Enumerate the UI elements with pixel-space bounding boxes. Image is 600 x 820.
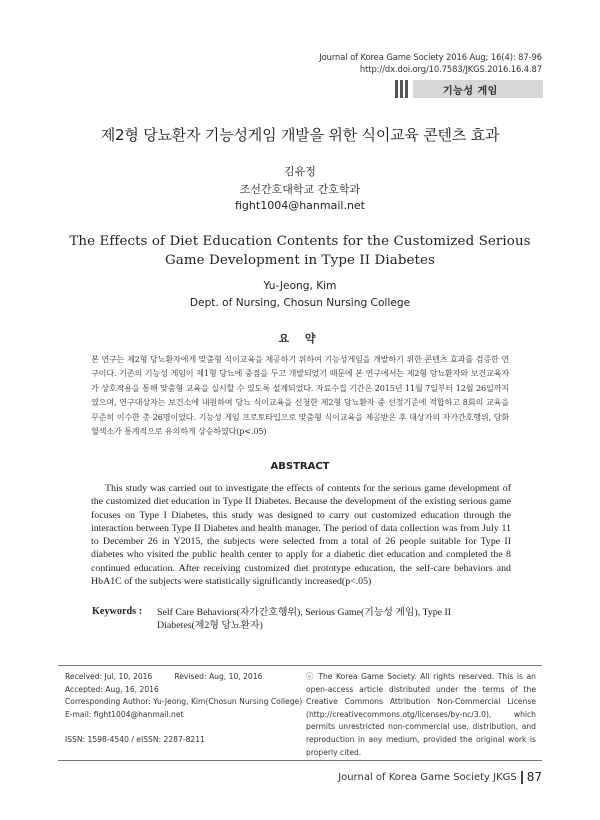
category-bars-decoration bbox=[395, 80, 413, 98]
footer-rule bbox=[58, 760, 542, 761]
accepted-date: Accepted: Aug, 16, 2016 bbox=[65, 684, 159, 694]
author-name-english: Yu-Jeong, Kim bbox=[263, 280, 337, 292]
author-affiliation-english: Dept. of Nursing, Chosun Nursing College bbox=[189, 297, 411, 309]
abstract-korean-heading: 요 약 bbox=[278, 332, 322, 345]
title-english-line2: Game Development in Type II Diabetes bbox=[164, 253, 436, 268]
abstract-korean-text: 본 연구는 제2형 당뇨환자에게 맞춤형 식이교육을 제공하기 위하여 기능성게임을 개발하기 위한 콘텐츠 효과를 검증한 연구이다. 기존의 기능성 게임이 제1형 당뇨에 중점을 두고 개발되었기 때문에 본 연구에서는 제2형 당뇨환자와 보건교육자가 상호작용을 통해 맞춤형 교육을 실시할 수 있도록 설계되었다. 자료수집 기간은 2015년 11월 7일부터 12월 26일까지였으며, 연구대상자는 보건소에 내원하여 당뇨 식이교육을 신청한 제2형 당뇨환자 중 선정기준에 적합하고 8회의 교육을 꾸준히 이수한 총 26명이었다. 기능성 게임 프로토타입으로 맞춤형 식이교육을 제공받은 후 대상자의 자가간호행위, 당화혈색소가 통계적으로 유의하게 상승하였다(p<.05) bbox=[91, 354, 509, 437]
issn: ISSN: 1598-4540 / eISSN: 2287-8211 bbox=[65, 734, 205, 744]
author-email[interactable]: fight1004@hanmail.net bbox=[235, 199, 365, 212]
journal-reference: Journal of Korea Game Society 2016 Aug; 16(4): 87-96 bbox=[319, 52, 542, 62]
corresponding-author: Corresponding Author: Yu-Jeong, Kim(Chosun Nursing College) bbox=[65, 697, 303, 707]
page-number: 87 bbox=[526, 770, 542, 784]
title-english bbox=[0, 232, 600, 270]
history-dates-row bbox=[65, 671, 295, 684]
doi-link[interactable]: http://dx.doi.org/10.7583/JKGS.2016.16.4.87 bbox=[359, 64, 542, 74]
author-name-korean: 김유정 bbox=[284, 165, 316, 178]
license-notice: ⓒ The Korea Game Society. All rights reserved. This is an open-access article distributed under the terms of the Creative Commons Attribution Non-Commercial License (http://creativecommons.otg/licenses/by-nc/3.0), which permits unrestricted non-commercial use, distribution, and reproduction in any medium, provided the original work is properly cited. bbox=[306, 672, 536, 757]
footer-separator bbox=[521, 771, 523, 784]
received-date: Received: Jul, 10, 2016 bbox=[65, 672, 153, 681]
article-history bbox=[65, 671, 303, 747]
abstract-english-heading: ABSTRACT bbox=[270, 461, 330, 472]
revised-date: Revised: Aug, 10, 2016 bbox=[174, 672, 263, 681]
author-affiliation-korean: 조선간호대학교 간호학과 bbox=[239, 183, 361, 196]
title-korean: 제2형 당뇨환자 기능성게임 개발을 위한 식이교육 콘텐츠 효과 bbox=[100, 126, 500, 144]
keywords-text: Self Care Behaviors(자가간호행위), Serious Game(기능성 게임), Type II Diabetes(제2형 당뇨환자) bbox=[157, 607, 452, 632]
keywords-label: Keywords : bbox=[92, 606, 143, 617]
corresponding-email: E-mail: fight1004@hanmail.net bbox=[65, 709, 184, 719]
page-footer bbox=[338, 770, 542, 784]
abstract-english-text: This study was carried out to investigate the effects of contents for the serious game development of the customized diet education in Type II Diabetes. Because the development of the existing serious game focuses on Type I Diabetes, this study was designed to carry out customized education through the interaction between Type II Diabetes and health manager. The period of data collection was from July 11 to December 26 in Y2015, the subjects were selected from a total of 26 people suitable for Type II diabetes who visited the public health center to apply for a diabetic diet education and completed the 8 continued education. After receiving customized diet prototype education, the self-care behaviors and HbA1C of the subjects were statistically significantly increased(p<.05) bbox=[91, 483, 511, 588]
footer-journal-name: Journal of Korea Game Society JKGS bbox=[338, 771, 517, 783]
category-label: 기능성 게임 bbox=[413, 80, 543, 98]
title-english-line1: The Effects of Diet Education Contents for the Customized Serious bbox=[69, 234, 531, 249]
footnote-top-rule bbox=[58, 665, 542, 666]
